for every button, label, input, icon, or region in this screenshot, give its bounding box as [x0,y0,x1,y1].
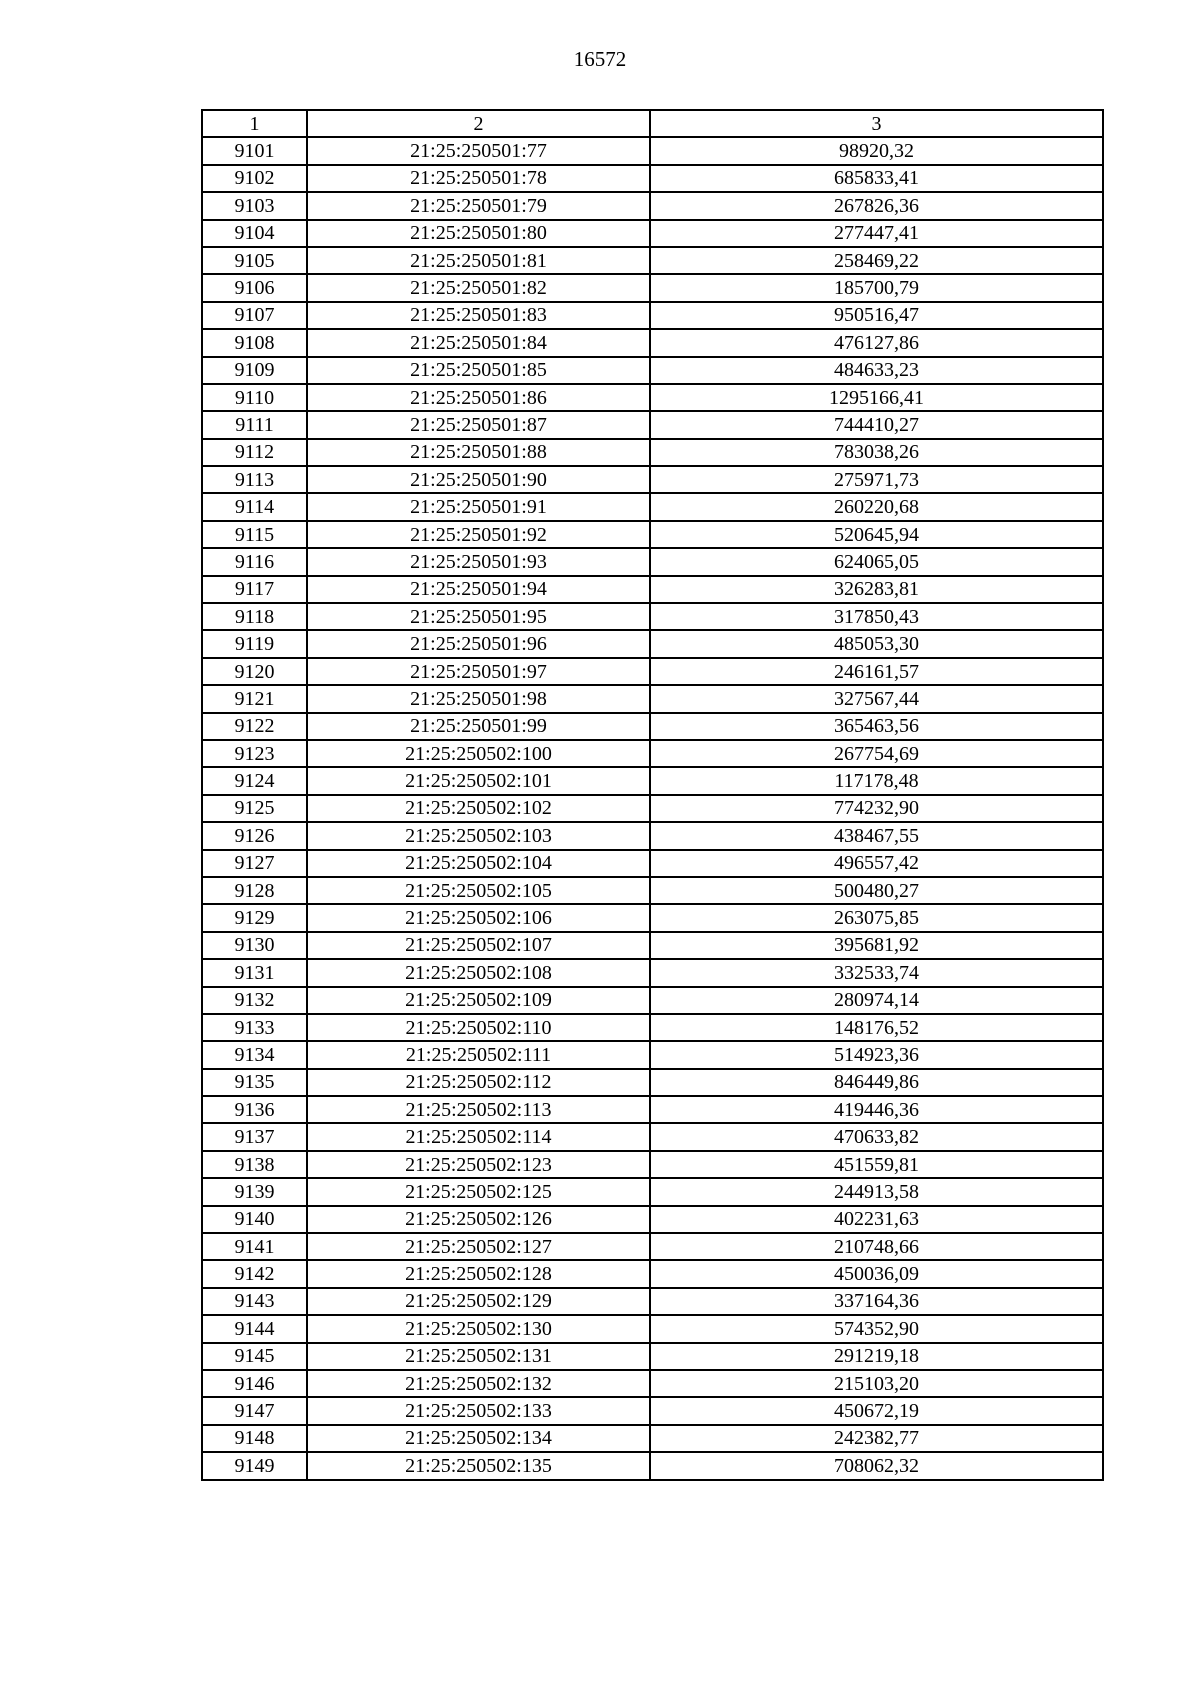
cadastral-number-cell: 21:25:250501:87 [307,411,650,438]
row-number-cell: 9143 [202,1288,307,1315]
cadastral-number-cell: 21:25:250501:86 [307,384,650,411]
row-number-cell: 9103 [202,192,307,219]
row-number-cell: 9120 [202,658,307,685]
table-row [202,850,1103,877]
row-number-cell: 9116 [202,548,307,575]
cadastral-number-cell: 21:25:250501:85 [307,357,650,384]
value-cell: 215103,20 [650,1370,1103,1397]
table-row [202,932,1103,959]
cadastral-number-cell: 21:25:250501:88 [307,439,650,466]
value-cell: 317850,43 [650,603,1103,630]
value-cell: 574352,90 [650,1315,1103,1342]
value-cell: 263075,85 [650,904,1103,931]
value-cell: 98920,32 [650,137,1103,164]
cadastral-number-cell: 21:25:250502:133 [307,1397,650,1424]
table-row [202,795,1103,822]
table-body [202,137,1103,1479]
value-cell: 708062,32 [650,1452,1103,1479]
cadastral-number-cell: 21:25:250502:127 [307,1233,650,1260]
value-cell: 260220,68 [650,493,1103,520]
table-row [202,1178,1103,1205]
value-cell: 496557,42 [650,850,1103,877]
row-number-cell: 9137 [202,1123,307,1150]
table-row [202,685,1103,712]
row-number-cell: 9102 [202,165,307,192]
cadastral-number-cell: 21:25:250502:101 [307,767,650,794]
row-number-cell: 9108 [202,329,307,356]
cadastral-number-cell: 21:25:250502:107 [307,932,650,959]
value-cell: 419446,36 [650,1096,1103,1123]
row-number-cell: 9134 [202,1041,307,1068]
value-cell: 438467,55 [650,822,1103,849]
value-cell: 774232,90 [650,795,1103,822]
value-cell: 685833,41 [650,165,1103,192]
table-row [202,987,1103,1014]
row-number-cell: 9127 [202,850,307,877]
table-row [202,1233,1103,1260]
value-cell: 402231,63 [650,1206,1103,1233]
row-number-cell: 9144 [202,1315,307,1342]
cadastral-number-cell: 21:25:250502:131 [307,1343,650,1370]
row-number-cell: 9110 [202,384,307,411]
table-row [202,1397,1103,1424]
row-number-cell: 9131 [202,959,307,986]
cadastral-number-cell: 21:25:250501:97 [307,658,650,685]
value-cell: 148176,52 [650,1014,1103,1041]
table-row [202,1315,1103,1342]
value-cell: 337164,36 [650,1288,1103,1315]
cadastral-number-cell: 21:25:250501:77 [307,137,650,164]
row-number-cell: 9115 [202,521,307,548]
table-row [202,1370,1103,1397]
row-number-cell: 9126 [202,822,307,849]
value-cell: 246161,57 [650,658,1103,685]
value-cell: 267826,36 [650,192,1103,219]
cadastral-number-cell: 21:25:250501:83 [307,302,650,329]
cadastral-number-cell: 21:25:250502:134 [307,1425,650,1452]
table-row [202,493,1103,520]
table-row [202,274,1103,301]
row-number-cell: 9114 [202,493,307,520]
value-cell: 258469,22 [650,247,1103,274]
data-table [201,109,1104,1481]
table-row [202,740,1103,767]
table-row [202,1206,1103,1233]
table-row [202,548,1103,575]
cadastral-number-cell: 21:25:250502:126 [307,1206,650,1233]
row-number-cell: 9112 [202,439,307,466]
value-cell: 327567,44 [650,685,1103,712]
value-cell: 500480,27 [650,877,1103,904]
row-number-cell: 9141 [202,1233,307,1260]
value-cell: 950516,47 [650,302,1103,329]
value-cell: 291219,18 [650,1343,1103,1370]
cadastral-number-cell: 21:25:250502:111 [307,1041,650,1068]
table-row [202,822,1103,849]
cadastral-number-cell: 21:25:250501:90 [307,466,650,493]
table-row [202,1014,1103,1041]
value-cell: 846449,86 [650,1069,1103,1096]
table-row [202,1260,1103,1287]
column-header-1: 1 [202,110,307,137]
row-number-cell: 9109 [202,357,307,384]
row-number-cell: 9101 [202,137,307,164]
cadastral-number-cell: 21:25:250502:130 [307,1315,650,1342]
cadastral-number-cell: 21:25:250501:93 [307,548,650,575]
table-row [202,329,1103,356]
row-number-cell: 9107 [202,302,307,329]
value-cell: 451559,81 [650,1151,1103,1178]
cadastral-number-cell: 21:25:250501:94 [307,576,650,603]
row-number-cell: 9123 [202,740,307,767]
row-number-cell: 9129 [202,904,307,931]
table-row [202,603,1103,630]
cadastral-number-cell: 21:25:250502:103 [307,822,650,849]
row-number-cell: 9138 [202,1151,307,1178]
column-header-2: 2 [307,110,650,137]
row-number-cell: 9146 [202,1370,307,1397]
row-number-cell: 9106 [202,274,307,301]
cadastral-number-cell: 21:25:250502:125 [307,1178,650,1205]
table-row [202,959,1103,986]
row-number-cell: 9136 [202,1096,307,1123]
value-cell: 450036,09 [650,1260,1103,1287]
table-header [202,110,1103,137]
value-cell: 395681,92 [650,932,1103,959]
cadastral-number-cell: 21:25:250502:100 [307,740,650,767]
value-cell: 624065,05 [650,548,1103,575]
table-row [202,1425,1103,1452]
cadastral-number-cell: 21:25:250502:109 [307,987,650,1014]
table-row [202,1069,1103,1096]
table-row [202,1452,1103,1479]
cadastral-number-cell: 21:25:250502:108 [307,959,650,986]
table-row [202,1151,1103,1178]
table-row [202,1288,1103,1315]
table-row [202,767,1103,794]
row-number-cell: 9124 [202,767,307,794]
table-row [202,192,1103,219]
row-number-cell: 9135 [202,1069,307,1096]
cadastral-number-cell: 21:25:250501:81 [307,247,650,274]
table-row [202,411,1103,438]
row-number-cell: 9118 [202,603,307,630]
header-row [202,110,1103,137]
row-number-cell: 9149 [202,1452,307,1479]
row-number-cell: 9111 [202,411,307,438]
row-number-cell: 9104 [202,220,307,247]
value-cell: 470633,82 [650,1123,1103,1150]
row-number-cell: 9128 [202,877,307,904]
table-row [202,466,1103,493]
row-number-cell: 9130 [202,932,307,959]
cadastral-number-cell: 21:25:250502:105 [307,877,650,904]
cadastral-number-cell: 21:25:250502:102 [307,795,650,822]
cadastral-number-cell: 21:25:250502:112 [307,1069,650,1096]
cadastral-number-cell: 21:25:250501:84 [307,329,650,356]
value-cell: 783038,26 [650,439,1103,466]
value-cell: 117178,48 [650,767,1103,794]
value-cell: 744410,27 [650,411,1103,438]
cadastral-number-cell: 21:25:250501:92 [307,521,650,548]
row-number-cell: 9119 [202,630,307,657]
cadastral-number-cell: 21:25:250501:82 [307,274,650,301]
row-number-cell: 9145 [202,1343,307,1370]
row-number-cell: 9121 [202,685,307,712]
value-cell: 242382,77 [650,1425,1103,1452]
table-row [202,220,1103,247]
row-number-cell: 9148 [202,1425,307,1452]
value-cell: 365463,56 [650,713,1103,740]
value-cell: 450672,19 [650,1397,1103,1424]
table-row [202,576,1103,603]
table-row [202,439,1103,466]
table-row [202,658,1103,685]
table-row [202,302,1103,329]
table-row [202,137,1103,164]
cadastral-number-cell: 21:25:250501:96 [307,630,650,657]
cadastral-number-cell: 21:25:250502:132 [307,1370,650,1397]
table-row [202,1343,1103,1370]
cadastral-number-cell: 21:25:250502:123 [307,1151,650,1178]
table-row [202,357,1103,384]
value-cell: 326283,81 [650,576,1103,603]
cadastral-number-cell: 21:25:250502:110 [307,1014,650,1041]
table-row [202,713,1103,740]
row-number-cell: 9105 [202,247,307,274]
cadastral-number-cell: 21:25:250502:106 [307,904,650,931]
table-row [202,1041,1103,1068]
value-cell: 514923,36 [650,1041,1103,1068]
cadastral-number-cell: 21:25:250502:128 [307,1260,650,1287]
row-number-cell: 9142 [202,1260,307,1287]
value-cell: 485053,30 [650,630,1103,657]
value-cell: 267754,69 [650,740,1103,767]
value-cell: 275971,73 [650,466,1103,493]
table-row [202,877,1103,904]
cadastral-number-cell: 21:25:250501:80 [307,220,650,247]
value-cell: 1295166,41 [650,384,1103,411]
value-cell: 484633,23 [650,357,1103,384]
value-cell: 210748,66 [650,1233,1103,1260]
table-row [202,384,1103,411]
value-cell: 280974,14 [650,987,1103,1014]
row-number-cell: 9139 [202,1178,307,1205]
row-number-cell: 9125 [202,795,307,822]
row-number-cell: 9113 [202,466,307,493]
table-row [202,630,1103,657]
table-row [202,904,1103,931]
cadastral-number-cell: 21:25:250501:78 [307,165,650,192]
value-cell: 277447,41 [650,220,1103,247]
column-header-3: 3 [650,110,1103,137]
table-row [202,1123,1103,1150]
row-number-cell: 9140 [202,1206,307,1233]
cadastral-number-cell: 21:25:250501:79 [307,192,650,219]
row-number-cell: 9133 [202,1014,307,1041]
cadastral-number-cell: 21:25:250502:114 [307,1123,650,1150]
cadastral-number-cell: 21:25:250501:91 [307,493,650,520]
table-row [202,247,1103,274]
cadastral-number-cell: 21:25:250502:129 [307,1288,650,1315]
table-row [202,165,1103,192]
row-number-cell: 9122 [202,713,307,740]
value-cell: 476127,86 [650,329,1103,356]
table-row [202,521,1103,548]
row-number-cell: 9147 [202,1397,307,1424]
value-cell: 332533,74 [650,959,1103,986]
cadastral-number-cell: 21:25:250502:104 [307,850,650,877]
row-number-cell: 9132 [202,987,307,1014]
value-cell: 520645,94 [650,521,1103,548]
cadastral-number-cell: 21:25:250501:99 [307,713,650,740]
cadastral-number-cell: 21:25:250502:135 [307,1452,650,1479]
cadastral-number-cell: 21:25:250501:95 [307,603,650,630]
cadastral-number-cell: 21:25:250501:98 [307,685,650,712]
table-row [202,1096,1103,1123]
cadastral-number-cell: 21:25:250502:113 [307,1096,650,1123]
row-number-cell: 9117 [202,576,307,603]
value-cell: 185700,79 [650,274,1103,301]
page-number: 16572 [573,47,627,71]
value-cell: 244913,58 [650,1178,1103,1205]
